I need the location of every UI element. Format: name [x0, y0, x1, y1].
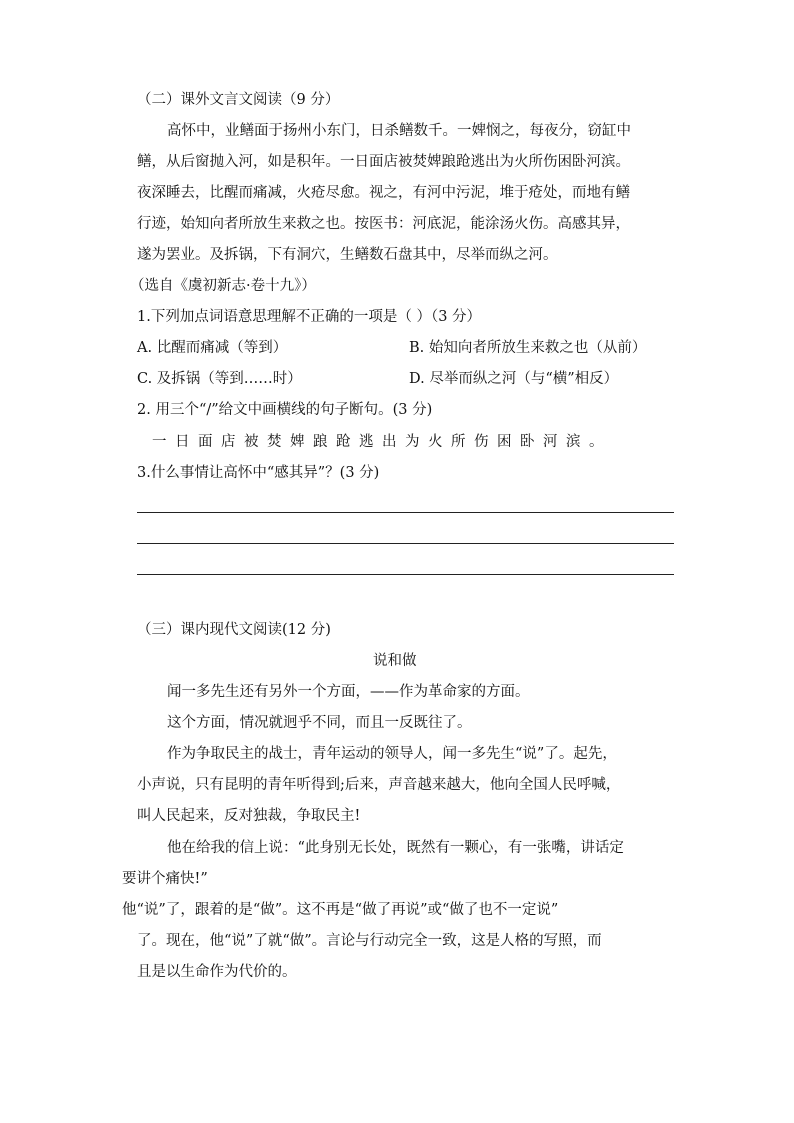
article-paragraph-3-line-1: 作为争取民主的战士，青年运动的领导人，闻一多先生“说”了。起先，	[167, 746, 617, 762]
option-d: D. 尽举而纵之河（与“横”相反）	[409, 371, 619, 387]
source-note: （选自《虞初新志·卷十九》）	[130, 278, 316, 294]
article-paragraph-5-line-2: 了。现在，他“说”了就“做”。言论与行动完全一致，这是人格的写照，而	[137, 933, 602, 949]
article-paragraph-5-line-3: 且是以生命作为代价的。	[137, 964, 297, 980]
question-2-sentence: 一日面店被焚婢踉跄逃出为火所伤困卧河滨。	[152, 434, 612, 450]
passage-line-3: 夜深睡去，比醒而痛减，火疮尽愈。视之，有河中污泥，堆于疮处，而地有鳝	[137, 185, 630, 201]
question-3-stem: 3.什么事情让高怀中“感其异”？(3 分)	[137, 465, 380, 481]
option-b: B. 始知向者所放生来救之也（从前）	[409, 340, 647, 356]
article-paragraph-4-line-2: 要讲个痛快!”	[122, 871, 208, 887]
article-paragraph-3-line-3: 叫人民起来，反对独裁，争取民主!	[137, 808, 361, 824]
answer-line-1[interactable]	[137, 512, 674, 513]
section3-heading: （三）课内现代文阅读(12 分)	[137, 622, 331, 638]
article-paragraph-1: 闻一多先生还有另外一个方面，——作为革命家的方面。	[167, 684, 530, 700]
option-c: C. 及拆锅（等到……时）	[137, 371, 302, 387]
article-paragraph-2: 这个方面，情况就迥乎不同，而且一反既往了。	[167, 715, 472, 731]
article-paragraph-5-line-1: 他“说”了，跟着的是“做”。这不再是“做了再说”或“做了也不一定说”	[122, 902, 559, 918]
section2-heading: （二）课外文言文阅读（9 分）	[137, 92, 340, 108]
question-1-stem: 1.下列加点词语意思理解不正确的一项是（ ）（3 分）	[137, 309, 482, 325]
passage-line-4: 行迹，始知向者所放生来救之也。按医书：河底泥，能涂汤火伤。高感其异，	[137, 216, 630, 232]
passage-line-2: 鳝，从后窗抛入河，如是积年。一日面店被焚婢踉跄逃出为火所伤困卧河滨。	[137, 154, 630, 170]
question-2-stem: 2. 用三个“/”给文中画横线的句子断句。(3 分)	[137, 402, 433, 418]
article-paragraph-4-line-1: 他在给我的信上说：“此身别无长处，既然有一颗心，有一张嘴，讲话定	[167, 840, 624, 856]
answer-line-2[interactable]	[137, 543, 674, 544]
passage-line-1: 高怀中，业鳝面于扬州小东门，日杀鳝数千。一婢悯之，每夜分，窃缸中	[167, 123, 631, 139]
answer-line-3[interactable]	[137, 574, 674, 575]
passage-line-5: 遂为罢业。及拆锅，下有洞穴，生鳝数石盘其中，尽举而纵之河。	[137, 247, 558, 263]
article-paragraph-3-line-2: 小声说，只有昆明的青年听得到;后来，声音越来越大，他向全国人民呼喊，	[137, 777, 621, 793]
article-title: 说和做	[373, 653, 417, 669]
option-a: A. 比醒而痛减（等到）	[137, 340, 288, 356]
